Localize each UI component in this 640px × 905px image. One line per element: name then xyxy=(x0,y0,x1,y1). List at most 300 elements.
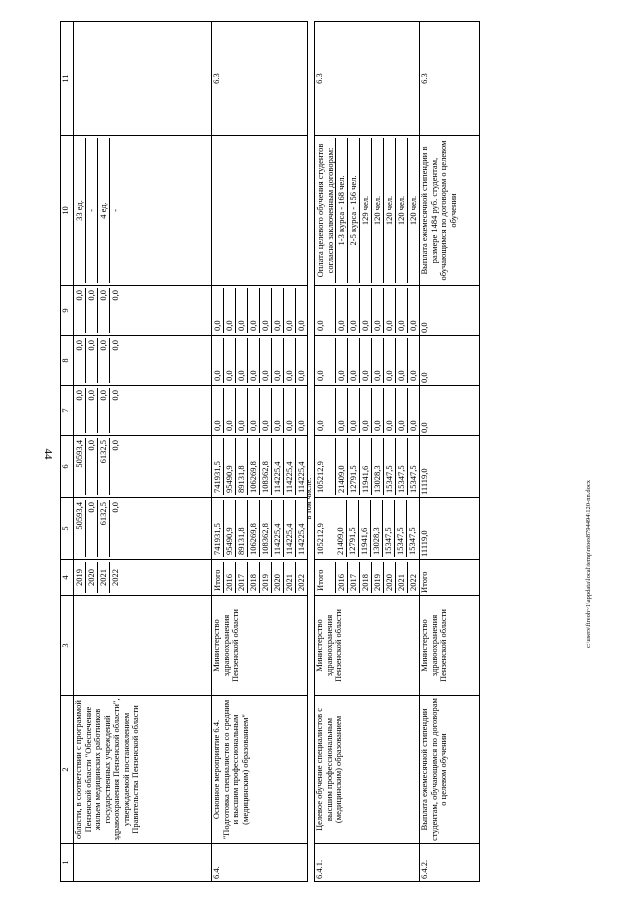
sub-row xyxy=(74,288,86,333)
sub-row xyxy=(224,388,236,433)
sub-row xyxy=(110,338,122,383)
sub-row xyxy=(384,438,396,495)
table-row-6-4-2 xyxy=(420,22,480,882)
sub-row xyxy=(408,338,420,383)
value-cell: 0,0 xyxy=(224,338,236,383)
value-cell: 741931,5 xyxy=(212,438,224,495)
sub-row xyxy=(110,500,122,557)
value-cell: 0,0 xyxy=(272,338,284,383)
sub-row xyxy=(74,138,86,283)
value-cell: 2021 xyxy=(396,562,408,593)
sub-row xyxy=(272,438,284,495)
value-cell: 0,0 xyxy=(260,388,272,433)
sub-row xyxy=(86,388,98,433)
sub-row xyxy=(98,562,110,593)
value-cell: 0,0 xyxy=(315,338,336,383)
value-cell: 89131,8 xyxy=(236,438,248,495)
sub-row xyxy=(74,500,86,557)
sub-row xyxy=(224,562,236,593)
value-cell: 0,0 xyxy=(224,288,236,333)
value-cell: 2019 xyxy=(260,562,272,593)
sub-row xyxy=(110,388,122,433)
row-col7: 0,0 xyxy=(420,386,480,436)
value-cell: 2-5 курса - 156 чел. xyxy=(348,138,360,283)
page-number: 44 xyxy=(42,448,54,460)
sub-row xyxy=(348,562,360,593)
row-indicator: 6.3 xyxy=(315,22,420,136)
sub-row xyxy=(284,438,296,495)
value-cell: 2020 xyxy=(384,562,396,593)
value-cell: 2018 xyxy=(360,562,372,593)
value-cell: 0,0 xyxy=(86,288,98,333)
sub-row xyxy=(272,338,284,383)
sub-col6 xyxy=(212,438,307,495)
sub-row xyxy=(315,138,336,283)
sub-row xyxy=(284,338,296,383)
value-cell: 120 чел. xyxy=(408,138,420,283)
sub-row xyxy=(284,500,296,557)
sub-row xyxy=(98,138,110,283)
value-cell: 50593,4 xyxy=(74,500,86,557)
sub-row xyxy=(224,338,236,383)
sub-row xyxy=(372,388,384,433)
value-cell: 0,0 xyxy=(248,338,260,383)
sub-row xyxy=(348,438,360,495)
value-cell: 741931,5 xyxy=(212,500,224,557)
sub-col6 xyxy=(74,438,121,495)
row-col8: 0,0 xyxy=(420,336,480,386)
value-cell: 0,0 xyxy=(348,288,360,333)
sub-row xyxy=(315,562,336,593)
value-cell: 0,0 xyxy=(372,388,384,433)
value-cell: 0,0 xyxy=(384,388,396,433)
value-cell: 0,0 xyxy=(284,338,296,383)
value-cell: 0,0 xyxy=(86,500,98,557)
sub-row xyxy=(384,288,396,333)
sub-row xyxy=(260,288,272,333)
value-cell: 0,0 xyxy=(372,288,384,333)
value-cell: 108362,8 xyxy=(260,500,272,557)
sub-row xyxy=(372,562,384,593)
value-cell: 0,0 xyxy=(284,288,296,333)
value-cell: 13028,3 xyxy=(371,500,383,557)
sub-row xyxy=(296,562,308,593)
value-cell: 95490,9 xyxy=(224,500,236,557)
row-years: Итого xyxy=(420,560,480,596)
sub-row xyxy=(396,138,408,283)
sub-row xyxy=(74,562,86,593)
sub-row xyxy=(360,562,372,593)
row-col6: 11119,0 xyxy=(420,436,480,498)
value-cell: 13028,3 xyxy=(372,438,384,495)
sub-col5 xyxy=(304,477,335,557)
value-cell: 15347,5 xyxy=(408,438,420,495)
value-cell: 114225,4 xyxy=(272,500,284,557)
sub-row xyxy=(236,562,248,593)
sub-row xyxy=(272,388,284,433)
sub-row xyxy=(360,438,372,495)
value-cell: 120 чел. xyxy=(396,138,408,283)
value-cell: 0,0 xyxy=(296,388,308,433)
row-indicator: 6.3 xyxy=(212,22,308,136)
value-cell: 1-3 курса - 168 чел. xyxy=(336,138,348,283)
sub-col9 xyxy=(74,288,121,333)
row-result: Выплата ежемесячной стипендии в размере 1484 руб. студентам, обучающимся по договорам о целевом обучении xyxy=(420,136,480,286)
header-cell: 6 xyxy=(61,436,74,498)
sub-row xyxy=(396,562,408,593)
sub-row xyxy=(272,500,284,557)
sub-row xyxy=(86,288,98,333)
sub-row xyxy=(384,138,396,283)
continuation-name: области, в соответствии с программой Пензенской области "Обеспечение жильем медицинских работников государственных учреждений здравоохранения Пензенской области", утверждаемой постановлением Правительства Пензенской области xyxy=(74,696,212,844)
value-cell: Итого xyxy=(212,562,224,593)
sub-row xyxy=(212,438,224,495)
sub-years xyxy=(212,562,307,593)
sub-row xyxy=(336,388,348,433)
sub-row xyxy=(315,338,336,383)
sub-row xyxy=(212,388,224,433)
value-cell: 15347,5 xyxy=(384,438,396,495)
value-cell: 0,0 xyxy=(86,338,98,383)
value-cell: 0,0 xyxy=(98,288,110,333)
value-cell: 0,0 xyxy=(296,338,308,383)
value-cell: 0,0 xyxy=(408,338,420,383)
sub-row xyxy=(296,288,308,333)
value-cell: 11941,6 xyxy=(360,438,372,495)
header-cell: 8 xyxy=(61,336,74,386)
value-cell: 0,0 xyxy=(348,388,360,433)
sub-row xyxy=(224,500,236,557)
sub-row xyxy=(336,338,348,383)
value-cell: 0,0 xyxy=(384,338,396,383)
value-cell: 4 ед. xyxy=(98,138,110,283)
sub-row xyxy=(74,438,86,495)
row-name: Целевое обучение специалистов с высшим профессиональным (медицинским) образованием xyxy=(315,696,420,844)
value-cell: 0,0 xyxy=(360,338,372,383)
value-cell: 108362,8 xyxy=(260,438,272,495)
value-cell: 0,0 xyxy=(272,288,284,333)
sub-row xyxy=(248,500,260,557)
value-cell: 0,0 xyxy=(74,388,86,433)
sub-col6 xyxy=(315,438,419,495)
value-cell: 2017 xyxy=(348,562,360,593)
table-row-continuation xyxy=(74,22,212,882)
program-table xyxy=(60,21,480,882)
value-cell: 114225,4 xyxy=(296,438,308,495)
value-cell: 2016 xyxy=(224,562,236,593)
header-cell: 11 xyxy=(61,22,74,136)
value-cell: 106269,8 xyxy=(248,500,260,557)
sub-row xyxy=(248,438,260,495)
value-cell: 114225,4 xyxy=(284,438,296,495)
row-name: Выплата ежемесячной стипендии студентам, обучающимся по договорам о целевом обучении xyxy=(420,696,480,844)
value-cell: 21409,0 xyxy=(335,500,347,557)
sub-row xyxy=(86,500,98,557)
value-cell: 0,0 xyxy=(360,388,372,433)
sub-col5 xyxy=(74,500,121,557)
value-cell: 0,0 xyxy=(110,388,122,433)
value-cell: 15347,5 xyxy=(396,438,408,495)
value-cell: 120 чел. xyxy=(372,138,384,283)
value-cell: 0,0 xyxy=(396,288,408,333)
value-cell: 0,0 xyxy=(74,338,86,383)
value-cell: 15347,5 xyxy=(383,500,395,557)
sub-row xyxy=(86,138,98,283)
value-cell: - xyxy=(86,138,98,283)
sub-col5-rest xyxy=(335,500,418,557)
value-cell: 0,0 xyxy=(224,388,236,433)
sub-row xyxy=(98,438,110,495)
row-name: Основное мероприятие 6.4. "Подготовка специалистов со средним и высшим профессиональным (медицинским) образованием" xyxy=(212,696,308,844)
sub-row xyxy=(212,288,224,333)
value-cell: 0,0 xyxy=(86,388,98,433)
value-cell: 0,0 xyxy=(396,388,408,433)
sub-row xyxy=(296,388,308,433)
in-that-number-note: в том числе: xyxy=(304,477,313,520)
row-indicator: 6.3 xyxy=(420,22,480,136)
sub-row xyxy=(74,338,86,383)
sub-row xyxy=(360,138,372,283)
value-cell: 0,0 xyxy=(384,288,396,333)
sub-row xyxy=(284,288,296,333)
value-cell: 0,0 xyxy=(98,388,110,433)
sub-row xyxy=(248,562,260,593)
sub-col7 xyxy=(315,388,419,433)
sub-col8 xyxy=(74,338,121,383)
sub-row xyxy=(372,438,384,495)
value-cell: 2022 xyxy=(110,562,122,593)
value-cell: 0,0 xyxy=(260,288,272,333)
sub-row xyxy=(315,438,336,495)
sub-row xyxy=(395,500,407,557)
value-cell: 120 чел. xyxy=(384,138,396,283)
header-cell: 10 xyxy=(61,136,74,286)
sub-row xyxy=(110,288,122,333)
value-cell: 2021 xyxy=(98,562,110,593)
rotated-table-container xyxy=(60,22,580,882)
sub-row xyxy=(335,500,347,557)
value-cell: 129 чел. xyxy=(360,138,372,283)
value-cell: 0,0 xyxy=(74,288,86,333)
sub-row xyxy=(236,500,248,557)
sub-row xyxy=(236,288,248,333)
value-cell: Оплата целевого обучения студентов согласно заключенным договорам: xyxy=(315,138,336,283)
sub-row xyxy=(224,288,236,333)
sub-row xyxy=(98,388,110,433)
value-cell: 0,0 xyxy=(110,438,122,495)
value-cell: 6132,5 xyxy=(98,438,110,495)
sub-row xyxy=(372,338,384,383)
value-cell: 0,0 xyxy=(110,500,122,557)
sub-row xyxy=(236,438,248,495)
sub-row xyxy=(348,388,360,433)
value-cell: 0,0 xyxy=(212,388,224,433)
value-cell: 0,0 xyxy=(336,338,348,383)
sub-row xyxy=(396,438,408,495)
value-cell: 0,0 xyxy=(348,338,360,383)
sub-row xyxy=(359,500,371,557)
value-cell: 2022 xyxy=(296,562,308,593)
header-cell: 1 xyxy=(61,844,74,882)
sub-row xyxy=(272,288,284,333)
sub-row xyxy=(348,288,360,333)
sub-row xyxy=(260,562,272,593)
header-cell: 5 xyxy=(61,498,74,560)
value-cell: 0,0 xyxy=(284,388,296,433)
sub-row xyxy=(86,562,98,593)
sub-row xyxy=(98,338,110,383)
sub-row xyxy=(336,138,348,283)
sub-row xyxy=(260,338,272,383)
sub-col8 xyxy=(212,338,307,383)
table-row-6-4 xyxy=(212,22,308,882)
sub-row xyxy=(348,138,360,283)
sub-row xyxy=(396,338,408,383)
value-cell: 0,0 xyxy=(98,338,110,383)
sub-row xyxy=(260,500,272,557)
value-cell: 0,0 xyxy=(315,388,336,433)
row-executor: Министерство здравоохранения Пензенской области xyxy=(420,596,480,696)
sub-row xyxy=(260,438,272,495)
sub-row xyxy=(408,288,420,333)
sub-row xyxy=(212,500,224,557)
sub-row xyxy=(315,388,336,433)
value-cell: 2019 xyxy=(74,562,86,593)
value-cell: 0,0 xyxy=(408,388,420,433)
table-row-6-4-1 xyxy=(315,22,420,882)
sub-row xyxy=(384,338,396,383)
value-cell: 2021 xyxy=(284,562,296,593)
value-cell: 114225,4 xyxy=(284,500,296,557)
sub-row xyxy=(336,438,348,495)
value-total: 105212,9 xyxy=(315,523,325,555)
header-cell: 3 xyxy=(61,596,74,696)
value-cell: 0,0 xyxy=(296,288,308,333)
sub-col10 xyxy=(74,138,121,283)
sub-row xyxy=(212,562,224,593)
row-number: 6.4.2. xyxy=(420,844,480,882)
header-cell: 2 xyxy=(61,696,74,844)
value-cell: 0,0 xyxy=(212,338,224,383)
value-cell: 11941,6 xyxy=(359,500,371,557)
row-executor: Министерство здравоохранения Пензенской области xyxy=(315,596,420,696)
sub-row xyxy=(86,338,98,383)
value-cell: 2020 xyxy=(86,562,98,593)
sub-row xyxy=(384,388,396,433)
footer-file-path: c:\users\fireoh~1\appdata\local\temp\ntoes8794494\120-nn.docx xyxy=(585,480,592,648)
header-cell: 9 xyxy=(61,286,74,336)
sub-col5 xyxy=(212,500,307,557)
sub-years xyxy=(315,562,419,593)
value-cell: 21409,0 xyxy=(336,438,348,495)
sub-row xyxy=(248,288,260,333)
value-cell: 105212,9 xyxy=(315,438,336,495)
value-cell: 0,0 xyxy=(360,288,372,333)
row-number: 6.4.1. xyxy=(315,844,420,882)
value-cell: 0,0 xyxy=(408,288,420,333)
value-cell: 50593,4 xyxy=(74,438,86,495)
sub-row xyxy=(396,288,408,333)
value-cell: 0,0 xyxy=(236,388,248,433)
value-cell: 0,0 xyxy=(372,338,384,383)
sub-row xyxy=(360,388,372,433)
value-cell: 114225,4 xyxy=(272,438,284,495)
sub-row xyxy=(248,338,260,383)
sub-row xyxy=(98,288,110,333)
sub-col9 xyxy=(315,288,419,333)
sub-col9 xyxy=(212,288,307,333)
row-number: 6.4. xyxy=(212,844,308,882)
value-cell: 12791,5 xyxy=(348,438,360,495)
sub-row xyxy=(236,338,248,383)
value-cell: 0,0 xyxy=(236,288,248,333)
sub-row xyxy=(248,388,260,433)
value-cell: 0,0 xyxy=(396,338,408,383)
sub-col7 xyxy=(74,388,121,433)
sub-row xyxy=(336,562,348,593)
value-cell: 0,0 xyxy=(272,388,284,433)
value-cell: 0,0 xyxy=(212,288,224,333)
sub-col7 xyxy=(212,388,307,433)
value-cell: 2020 xyxy=(272,562,284,593)
sub-row xyxy=(110,138,122,283)
sub-col8 xyxy=(315,338,419,383)
sub-row xyxy=(360,338,372,383)
value-cell: 2018 xyxy=(248,562,260,593)
value-cell: 12791,5 xyxy=(347,500,359,557)
sub-row xyxy=(110,562,122,593)
sub-row xyxy=(284,388,296,433)
header-cell: 4 xyxy=(61,560,74,596)
value-cell: 33 ед. xyxy=(74,138,86,283)
sub-row xyxy=(408,388,420,433)
value-cell: 0,0 xyxy=(86,438,98,495)
sub-row xyxy=(384,562,396,593)
sub-row xyxy=(260,388,272,433)
value-cell: Итого xyxy=(315,562,336,593)
header-cell: 7 xyxy=(61,386,74,436)
sub-col10 xyxy=(315,138,419,283)
sub-row xyxy=(86,438,98,495)
sub-row xyxy=(98,500,110,557)
sub-row xyxy=(408,138,420,283)
sub-years xyxy=(74,562,121,593)
value-cell: 0,0 xyxy=(248,288,260,333)
sub-row xyxy=(408,438,420,495)
sub-row xyxy=(236,388,248,433)
sub-row xyxy=(272,562,284,593)
header-row xyxy=(61,22,74,882)
value-cell: 15347,5 xyxy=(407,500,419,557)
row-col9: 0,0 xyxy=(420,286,480,336)
value-cell: 0,0 xyxy=(336,388,348,433)
sub-row xyxy=(408,562,420,593)
sub-row xyxy=(371,500,383,557)
sub-row xyxy=(315,288,336,333)
sub-row xyxy=(383,500,395,557)
sub-row xyxy=(284,562,296,593)
value-cell: 0,0 xyxy=(260,338,272,383)
value-cell: 2022 xyxy=(408,562,420,593)
sub-row xyxy=(372,138,384,283)
value-cell: 2017 xyxy=(236,562,248,593)
value-cell: 106269,8 xyxy=(248,438,260,495)
value-cell: 2016 xyxy=(336,562,348,593)
value-cell: - xyxy=(110,138,122,283)
value-cell: 2019 xyxy=(372,562,384,593)
sub-row xyxy=(372,288,384,333)
sub-row xyxy=(296,338,308,383)
